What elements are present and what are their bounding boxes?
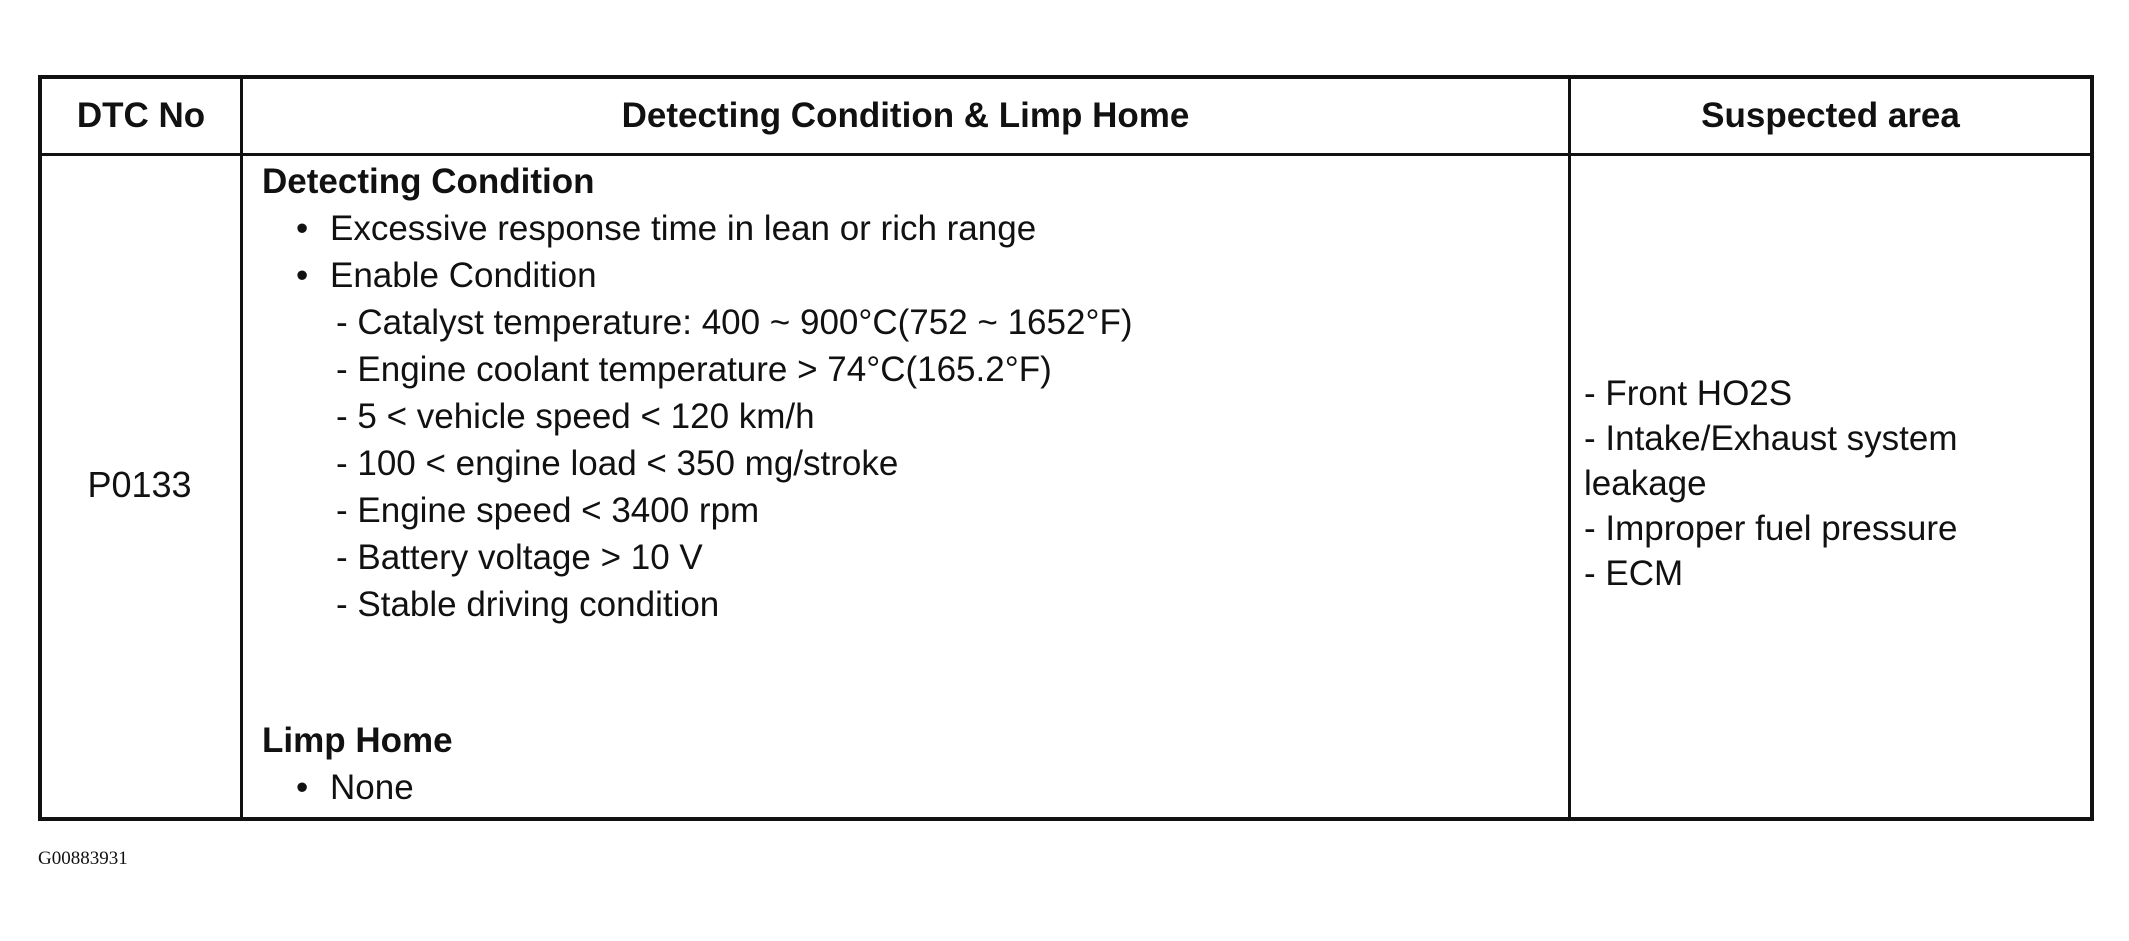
condition-bullet-text: Enable Condition (330, 256, 597, 295)
figure-id: G00883931 (38, 848, 128, 869)
enable-item: - Engine speed < 3400 rpm (336, 491, 760, 530)
condition-bullet-2 (262, 252, 1132, 299)
condition-bullet-1 (262, 205, 1132, 252)
column-divider-1 (240, 79, 243, 817)
detecting-condition-title: Detecting Condition (262, 162, 595, 201)
suspected-item: - Intake/Exhaust system (1584, 419, 1958, 458)
suspected-item: leakage (1584, 464, 1707, 503)
suspected-item: - Improper fuel pressure (1584, 509, 1958, 548)
bullet-icon: • (296, 256, 309, 295)
bullet-icon: • (296, 209, 309, 248)
enable-item: - Battery voltage > 10 V (336, 538, 703, 577)
enable-item: - 5 < vehicle speed < 120 km/h (336, 397, 815, 436)
header-dtc-no: DTC No (76, 96, 206, 135)
enable-item: - Engine coolant temperature > 74°C(165.2°F) (336, 350, 1052, 389)
limp-home-title: Limp Home (262, 721, 453, 760)
limp-home-bullet (262, 764, 453, 811)
column-divider-2 (1568, 79, 1571, 817)
header-divider (42, 153, 2090, 156)
condition-bullet-text: Excessive response time in lean or rich range (330, 209, 1037, 248)
limp-home-text: None (330, 768, 414, 807)
suspected-area-list (1584, 371, 2084, 596)
limp-home-block (262, 717, 453, 811)
enable-item: - Catalyst temperature: 400 ~ 900°C(752 ~ 1652°F) (336, 303, 1133, 342)
enable-item: - 100 < engine load < 350 mg/stroke (336, 444, 899, 483)
enable-item: - Stable driving condition (336, 585, 720, 624)
suspected-item: - ECM (1584, 554, 1684, 593)
header-detecting-condition: Detecting Condition & Limp Home (621, 96, 1190, 135)
dtc-code: P0133 (87, 463, 192, 505)
header-suspected-area: Suspected area (1701, 96, 1960, 135)
detecting-condition-block (262, 158, 1132, 628)
suspected-item: - Front HO2S (1584, 374, 1793, 413)
bullet-icon: • (296, 768, 309, 807)
